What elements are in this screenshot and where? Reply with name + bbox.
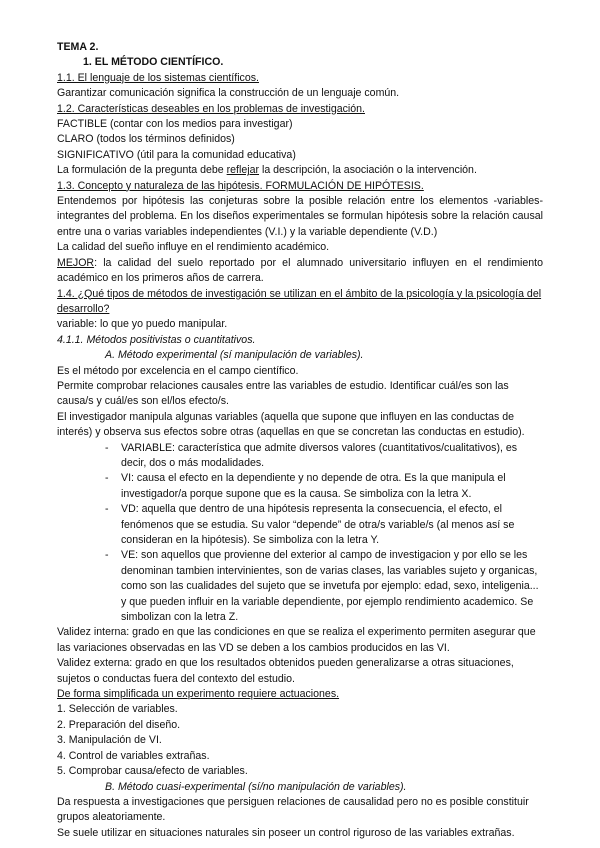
section-1-1-title: 1.1. El lenguaje de los sistemas científicos. bbox=[57, 71, 259, 84]
formulation-post: la descripción, la asociación o la intervención. bbox=[259, 164, 477, 177]
subsection-b-title: B. Método cuasi-experimental (sí/no manipulación de variables). bbox=[105, 780, 407, 793]
hypothesis-better bbox=[57, 256, 543, 287]
variable-note: variable: lo que yo puedo manipular. bbox=[57, 318, 228, 331]
mejor-text: : la calidad del suelo reportado por el alumnado universitario influyen en el rendimiento académico en los primeros años de carrera. bbox=[57, 256, 543, 285]
step-item: 5. Comprobar causa/efecto de variables. bbox=[57, 765, 248, 778]
actuaciones-title: De forma simplificada un experimento requiere actuaciones. bbox=[57, 688, 340, 701]
subsection-a-p3: El investigador manipula algunas variables (aquella que supone que influyen en las conductas de interés) y observa sus efectos sobre otras (aquellas en que se concretan las conductas en estudio). bbox=[57, 410, 525, 439]
hypothesis-definition: Entendemos por hipótesis las conjeturas sobre la posible relación entre los elementos -variables- integrantes del problema. En los diseños experimentales se formulan hipótesis sobre la relación causal entre una o varias variables independientes (V.I.) y la variable dependiente (V.D.) bbox=[57, 195, 543, 238]
step-item: 2. Preparación del diseño. bbox=[57, 718, 181, 731]
characteristic-item: SIGNIFICATIVO (útil para la comunidad educativa) bbox=[57, 148, 296, 161]
subsection-a-p2: Permite comprobar relaciones causales entre las variables de estudio. Identificar cuál/es son las causa/s y cuál/es son el/los efecto/s. bbox=[57, 379, 509, 408]
document-page bbox=[57, 40, 543, 841]
list-item: - VARIABLE: característica que admite diversos valores (cuantitativos/cualitativos), es decir, dos o más modalidades. bbox=[105, 441, 543, 472]
variables-list bbox=[57, 441, 543, 626]
section-1-1-text: Garantizar comunicación significa la construcción de un lenguaje común. bbox=[57, 87, 400, 100]
validez-interna: Validez interna: grado en que las condiciones en que se realiza el experimento permiten asegurar que las variaciones observadas en las VD se deben a los cambios producidos en las VI. bbox=[57, 626, 536, 654]
section-1-3-title: 1.3. Concepto y naturaleza de las hipótesis. FORMULACIÓN DE HIPÓTESIS. bbox=[57, 179, 424, 192]
step-item: 4. Control de variables extrañas. bbox=[57, 749, 210, 762]
list-item: - VD: aquella que dentro de una hipótesis representa la consecuencia, el efecto, el fenómenos que se estudia. Su valor “depende” de otra/s variable/s (al menos así se consideran en la hipótesis). Se simboliza con la letra Y. bbox=[105, 502, 543, 548]
subsection-a-p1: Es el método por excelencia en el campo científico. bbox=[57, 364, 299, 377]
mejor-label: MEJOR bbox=[57, 256, 95, 269]
subsection-b-p1: Da respuesta a investigaciones que persiguen relaciones de causalidad pero no es posible constituir grupos aleatoriamente. bbox=[57, 795, 529, 824]
hypothesis-example: La calidad del sueño influye en el rendimiento académico. bbox=[57, 241, 330, 254]
characteristic-item: FACTIBLE (contar con los medios para investigar) bbox=[57, 118, 293, 131]
validez-externa: Validez externa: grado en que los resultados obtenidos pueden generalizarse a otras situaciones, sujetos o conductas fuera del contexto del estudio. bbox=[57, 657, 514, 685]
tema-label: TEMA 2. bbox=[57, 41, 99, 53]
formulation-sentence bbox=[57, 163, 543, 178]
main-heading: 1. EL MÉTODO CIENTÍFICO. bbox=[83, 56, 224, 69]
formulation-underlined: reflejar bbox=[226, 164, 260, 177]
subsection-a-title: A. Método experimental (sí manipulación de variables). bbox=[105, 349, 364, 362]
section-1-4-title: 1.4. ¿Qué tipos de métodos de investigación se utilizan en el ámbito de la psicología y la psicología del desarrollo? bbox=[57, 287, 542, 315]
section-1-2-title: 1.2. Características deseables en los problemas de investigación. bbox=[57, 102, 365, 115]
list-item: - VE: son aquellos que provienne del exterior al campo de investigacion y por ello se les denominan tambien intervinientes, son de varias clases, las variables sujeto y organicas, como son las cualidades del sujeto que se invetufa por ejemplo: edad, sexo, inteligenia... y que pueden influir en la variable dependiente, por ejemplo rendimiento academico. Se simbolizan con la letra Z. bbox=[105, 548, 543, 625]
list-item: - VI: causa el efecto en la dependiente y no depende de otra. Es la que manipula el investigador/a porque supone que es la causa. Se simboliza con la letra X. bbox=[105, 471, 543, 502]
step-item: 1. Selección de variables. bbox=[57, 703, 178, 716]
step-item: 3. Manipulación de VI. bbox=[57, 734, 162, 747]
formulation-pre: La formulación de la pregunta debe bbox=[57, 164, 227, 177]
characteristic-item: CLARO (todos los términos definidos) bbox=[57, 133, 235, 146]
steps-list bbox=[57, 702, 543, 779]
section-4-1-1-title: 4.1.1. Métodos positivistas o cuantitativos. bbox=[57, 333, 256, 346]
subsection-b-p2: Se suele utilizar en situaciones naturales sin poseer un control riguroso de las variables extrañas. bbox=[57, 826, 515, 839]
